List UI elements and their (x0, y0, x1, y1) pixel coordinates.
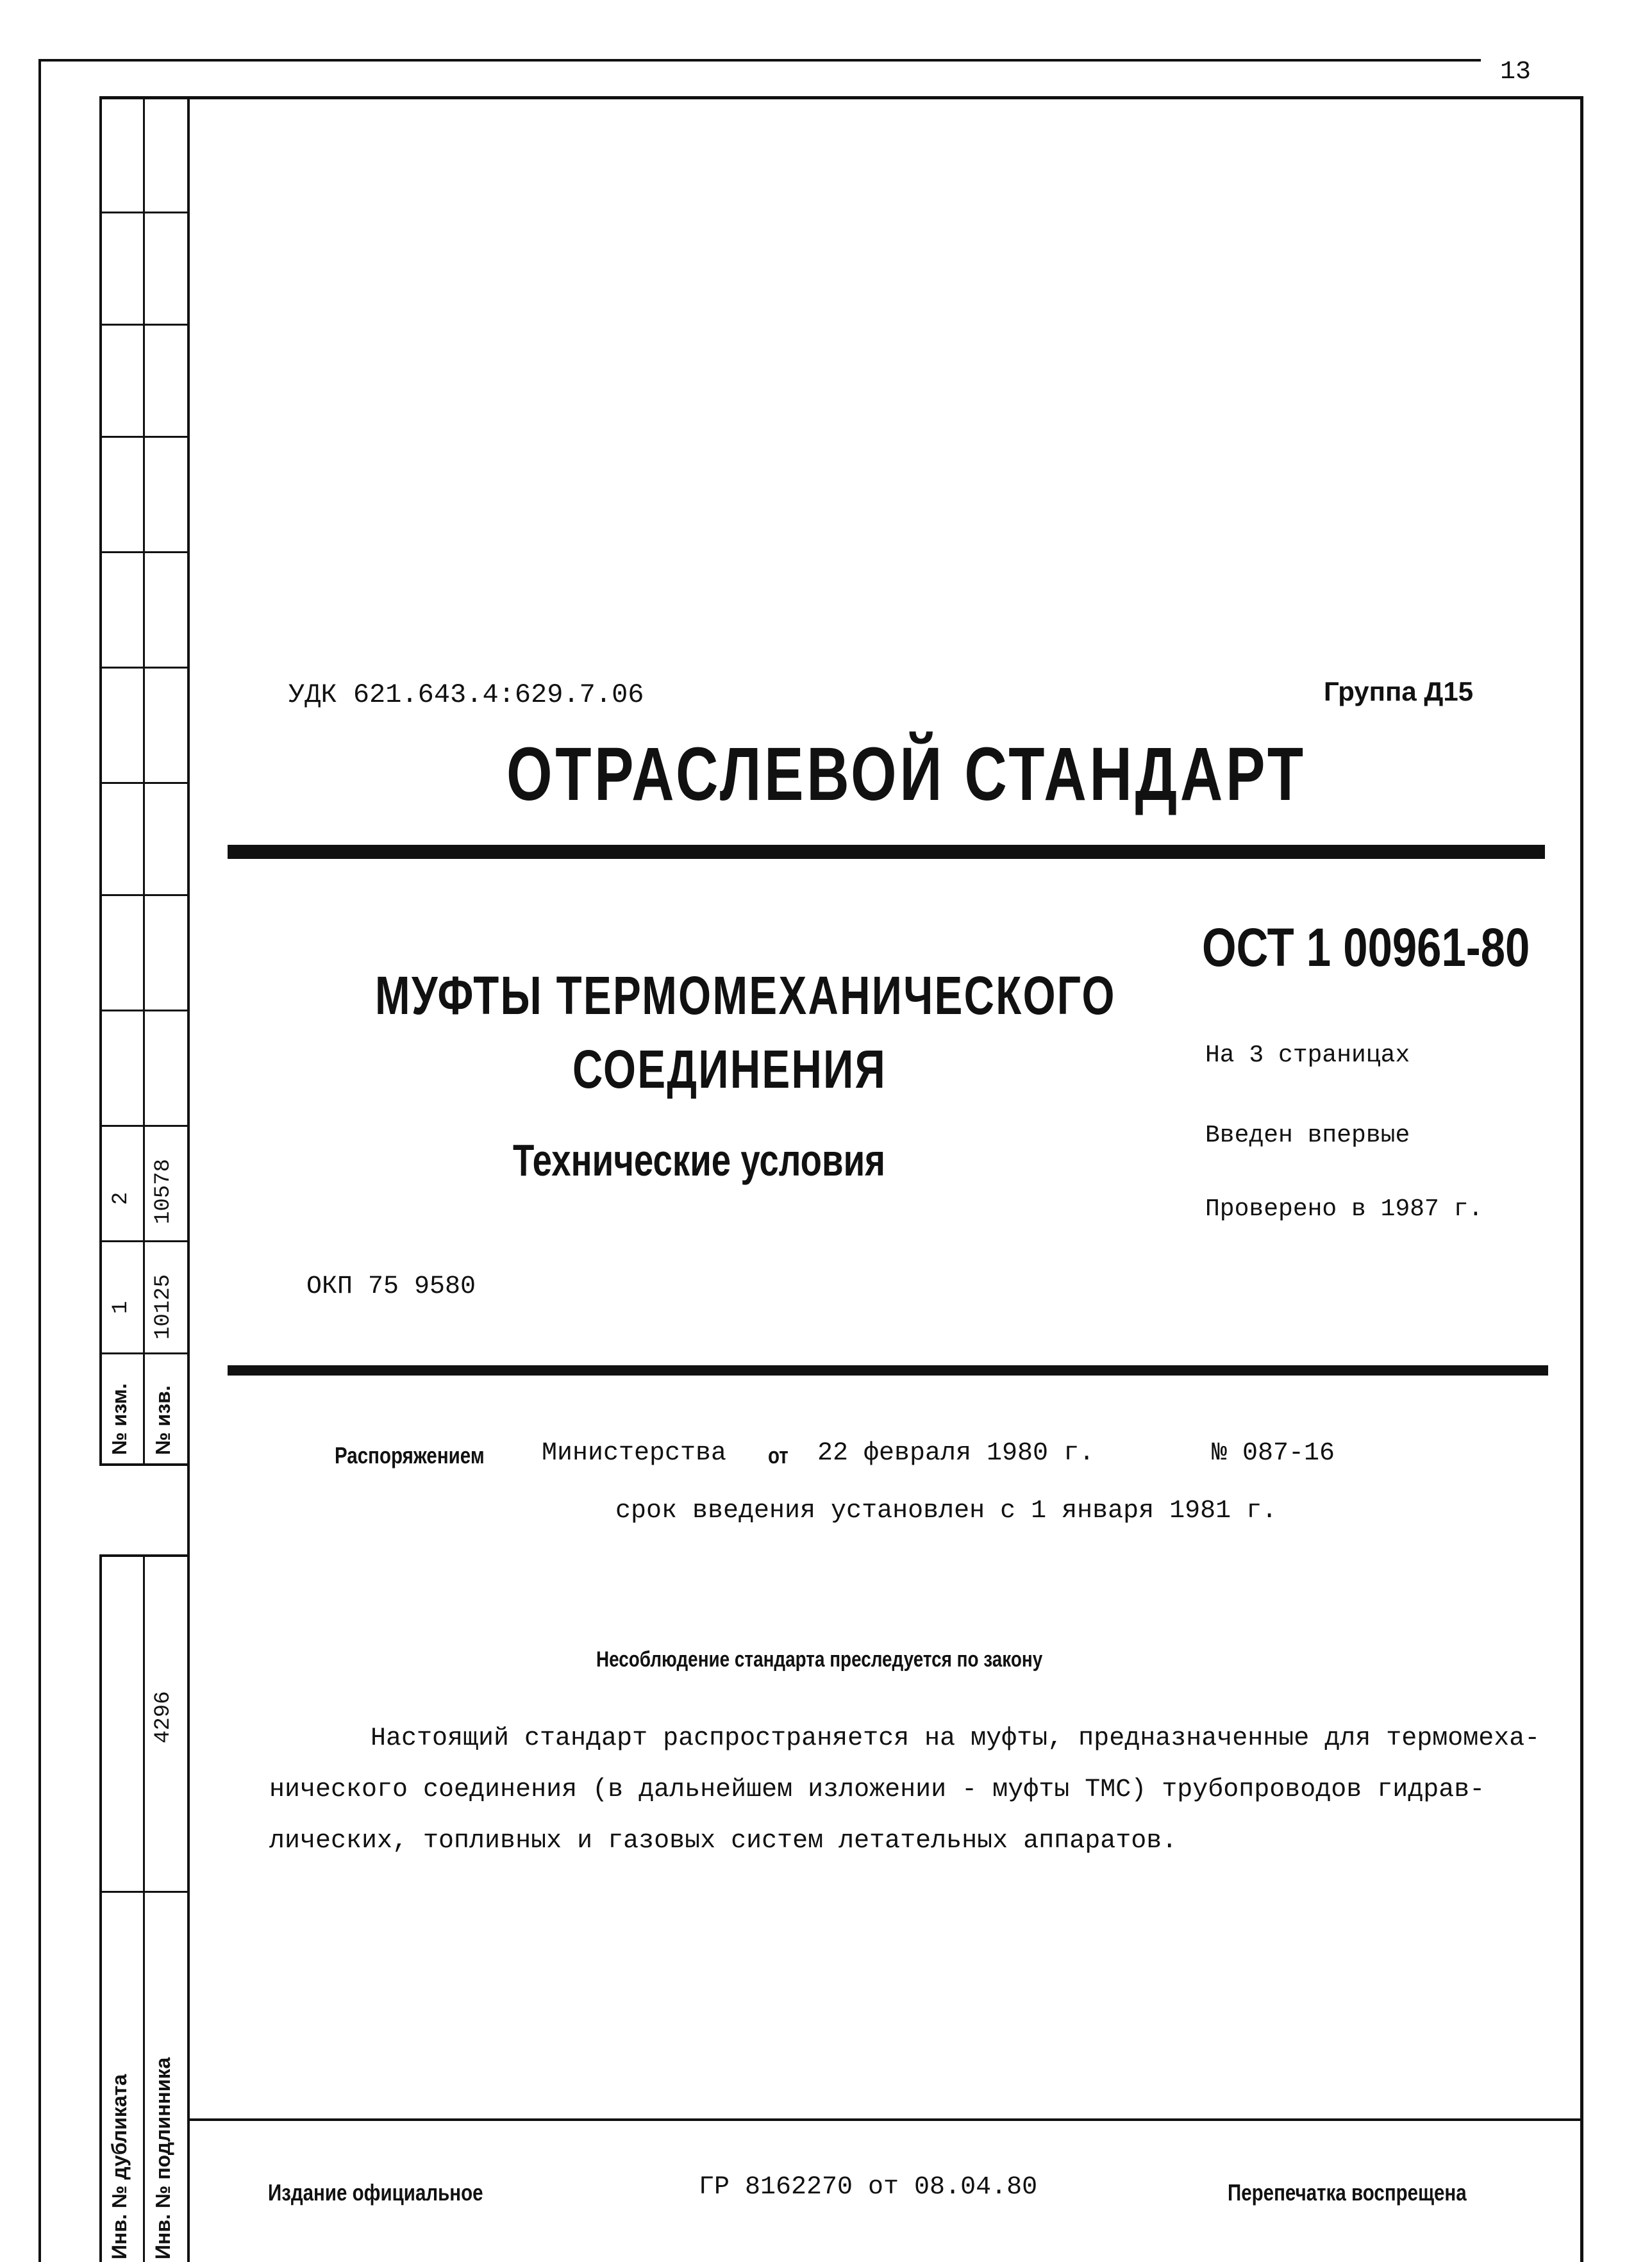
okp-code: ОКП 75 9580 (306, 1272, 476, 1301)
stamp-row-line (99, 551, 190, 553)
effective-date: срок введения установлен с 1 января 1981 г. (615, 1497, 1278, 1526)
legal-warning: Несоблюдение стандарта преследуется по закону (596, 1647, 1043, 1672)
standard-code: ОСТ 1 00961-80 (1202, 917, 1530, 977)
inner-frame-top (99, 96, 1583, 99)
stamp-row-line (99, 1240, 190, 1242)
checked-note: Проверено в 1987 г. (1205, 1195, 1483, 1223)
subtitle: Технические условия (513, 1135, 886, 1185)
stamp-lower-left (99, 1554, 102, 2262)
pages-count: На 3 страницах (1205, 1042, 1410, 1069)
order-number: № 087-16 (1212, 1439, 1335, 1468)
stamp-change-label: № изм. (108, 1383, 131, 1455)
footer-official-edition: Издание официальное (268, 2179, 483, 2206)
stamp-notice-1: 10125 (151, 1274, 176, 1340)
stamp-row-line (99, 782, 190, 784)
order-date: 22 февраля 1980 г. (817, 1439, 1095, 1468)
group-code: Группа Д15 (1324, 676, 1474, 706)
paragraph-line: нического соединения (в дальнейшем изложении - муфты ТМС) трубопроводов гидрав- (269, 1776, 1485, 1804)
paragraph-line: лических, топливных и газовых систем летательных аппаратов. (269, 1827, 1178, 1856)
title-rule (228, 845, 1545, 859)
footer-registration: ГР 8162270 от 08.04.80 (699, 2173, 1038, 2202)
stamp-change-2: 2 (109, 1192, 133, 1205)
stamp-notice-2: 10578 (151, 1158, 176, 1224)
stamp-row-line (99, 1010, 190, 1011)
stamp-row-line (99, 894, 190, 896)
footer-reprint-notice: Перепечатка воспрещена (1228, 2179, 1467, 2206)
order-ministry: Министерства (542, 1439, 727, 1468)
inner-frame-right (1580, 96, 1583, 2262)
stamp-duplicate-label: Инв. № дубликата (108, 2074, 131, 2259)
stamp-row-line (99, 324, 190, 326)
paragraph-line: Настоящий стандарт распространяется на муфты, предназначенные для термомеха- (371, 1724, 1540, 1753)
stamp-row-line (99, 1352, 190, 1354)
stamp-notice-label: № изв. (151, 1385, 174, 1455)
inner-frame-left (187, 96, 190, 2262)
outer-frame-left (38, 59, 41, 2262)
stamp-row-line (99, 436, 190, 438)
order-from: от (768, 1442, 788, 1468)
stamp-lower-row (99, 1891, 190, 1893)
stamp-original-label: Инв. № подлинника (151, 2057, 174, 2259)
stamp-change-1: 1 (109, 1301, 133, 1314)
stamp-row-line (99, 1125, 190, 1127)
introduced-note: Введен впервые (1205, 1122, 1410, 1149)
subject-line-1: МУФТЫ ТЕРМОМЕХАНИЧЕСКОГО (375, 965, 1116, 1026)
document-title: ОТРАСЛЕВОЙ СТАНДАРТ (506, 732, 1306, 817)
page-number: 13 (1500, 58, 1531, 87)
outer-frame-top (38, 59, 1481, 62)
stamp-original-number: 4296 (151, 1691, 176, 1743)
footer-divider (187, 2118, 1583, 2121)
okp-rule (228, 1365, 1548, 1376)
subject-line-2: СОЕДИНЕНИЯ (572, 1039, 887, 1099)
udk-code: УДК 621.643.4:629.7.06 (288, 679, 644, 710)
stamp-upper-left (99, 96, 102, 1465)
order-label: Распоряжением (335, 1442, 485, 1468)
stamp-row-line (99, 212, 190, 213)
stamp-upper-bottom (99, 1463, 190, 1466)
stamp-upper-mid (143, 96, 145, 1465)
stamp-lower-mid (143, 1554, 145, 2262)
stamp-row-line (99, 667, 190, 669)
